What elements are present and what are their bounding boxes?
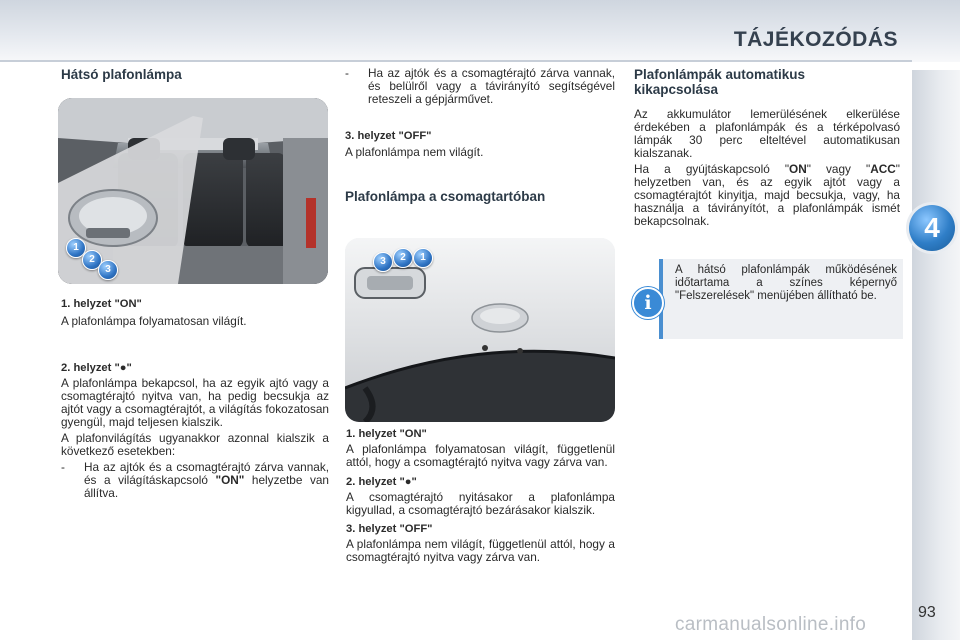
trunk-lamp-photo (345, 238, 615, 422)
column-rear-lamp (61, 67, 331, 82)
info-icon: i (632, 287, 664, 319)
pos3-text: A plafonlámpa nem világít. (345, 145, 484, 159)
page-number: 93 (918, 604, 936, 621)
side-bar (912, 70, 960, 640)
bullet-item: - Ha az ajtók és a csomagtérajtó zárva vannak, és a világításkapcsoló "ON" helyzetbe van állítva. (61, 460, 329, 500)
pos2-label: 2. helyzet "●" (61, 362, 132, 374)
auto-off-heading: Plafonlámpák automatikus kikapcsolása (634, 67, 806, 97)
column-trunk-lamp (345, 67, 615, 204)
trunk-lamp-modes (346, 428, 615, 564)
trunk-pos1-text: A plafonlámpa folyamatosan világít, függetlenül attól, hogy a csomagtérajtó nyitva vagy zárva van. (346, 442, 615, 469)
rear-lamp-modes (61, 298, 329, 500)
callout-1: 1 (66, 238, 86, 258)
watermark: carmanualsonline.info (675, 614, 867, 635)
trunk-pos3-text: A plafonlámpa nem világít, függetlenül attól, hogy a csomagtérajtó nyitva vagy zárva van. (346, 537, 615, 564)
trunk-lamp-heading: Plafonlámpa a csomagtartóban (345, 189, 546, 204)
trunk-pos2-label: 2. helyzet "●" (346, 476, 417, 488)
callout-2: 2 (82, 250, 102, 270)
column-auto-off (634, 67, 900, 228)
bullet-item: - Ha az ajtók és a csomagtérajtó zárva vannak, és belülről vagy a távirányító segítségével reteszeli a gépjárművet. (345, 66, 615, 106)
trunk-pos3-label: 3. helyzet "OFF" (346, 523, 433, 535)
header-divider (0, 60, 912, 62)
callout-2: 2 (393, 248, 413, 268)
info-box (659, 259, 903, 339)
trunk-pos1-label: 1. helyzet "ON" (346, 428, 427, 440)
auto-off-text-2: Ha a gyújtáskapcsoló "ON" vagy "ACC" helyzetben van, és az egyik ajtót vagy a csomagtérajtót kinyitja, majd becsukja, vagy, ha használja a távirányítót, a plafonlámpák ismét bekapcsolnak. (634, 162, 900, 228)
rear-lamp-photo (58, 98, 328, 284)
info-text: A hátsó plafonlámpák működésének időtartama a színes képernyő "Felszerelések" menüjében állítható be. (675, 264, 897, 302)
pos1-label: 1. helyzet "ON" (61, 298, 142, 310)
pos3-label: 3. helyzet "OFF" (345, 130, 432, 142)
pos2-text: A plafonlámpa bekapcsol, ha az egyik ajtó vagy a csomagtérajtó nyitva van, ha pedig becsukja az ajtót vagy a csomagtérajtót, a világítás fokozatosan gyengül, majd teljesen kialszik. (61, 376, 329, 429)
pos2-extra-text: A plafonvilágítás ugyanakkor azonnal kialszik a következő esetekben: (61, 431, 329, 458)
callout-3: 3 (373, 252, 393, 272)
callout-1: 1 (413, 248, 433, 268)
auto-off-text: Az akkumulátor lemerülésének elkerülése érdekében a plafonlámpák és a térképolvasó lámpák 30 perc elteltével automatikusan kialszanak. (634, 107, 900, 160)
chapter-tab[interactable]: 4 (909, 205, 955, 251)
pos1-text: A plafonlámpa folyamatosan világít. (61, 314, 247, 328)
section-title: TÁJÉKOZÓDÁS (733, 28, 898, 51)
callout-3: 3 (98, 260, 118, 280)
trunk-pos2-text: A csomagtérajtó nyitásakor a plafonlámpa kigyullad, a csomagtérajtó bezárásakor kialszik. (346, 490, 615, 517)
rear-lamp-heading: Hátsó plafonlámpa (61, 67, 182, 82)
